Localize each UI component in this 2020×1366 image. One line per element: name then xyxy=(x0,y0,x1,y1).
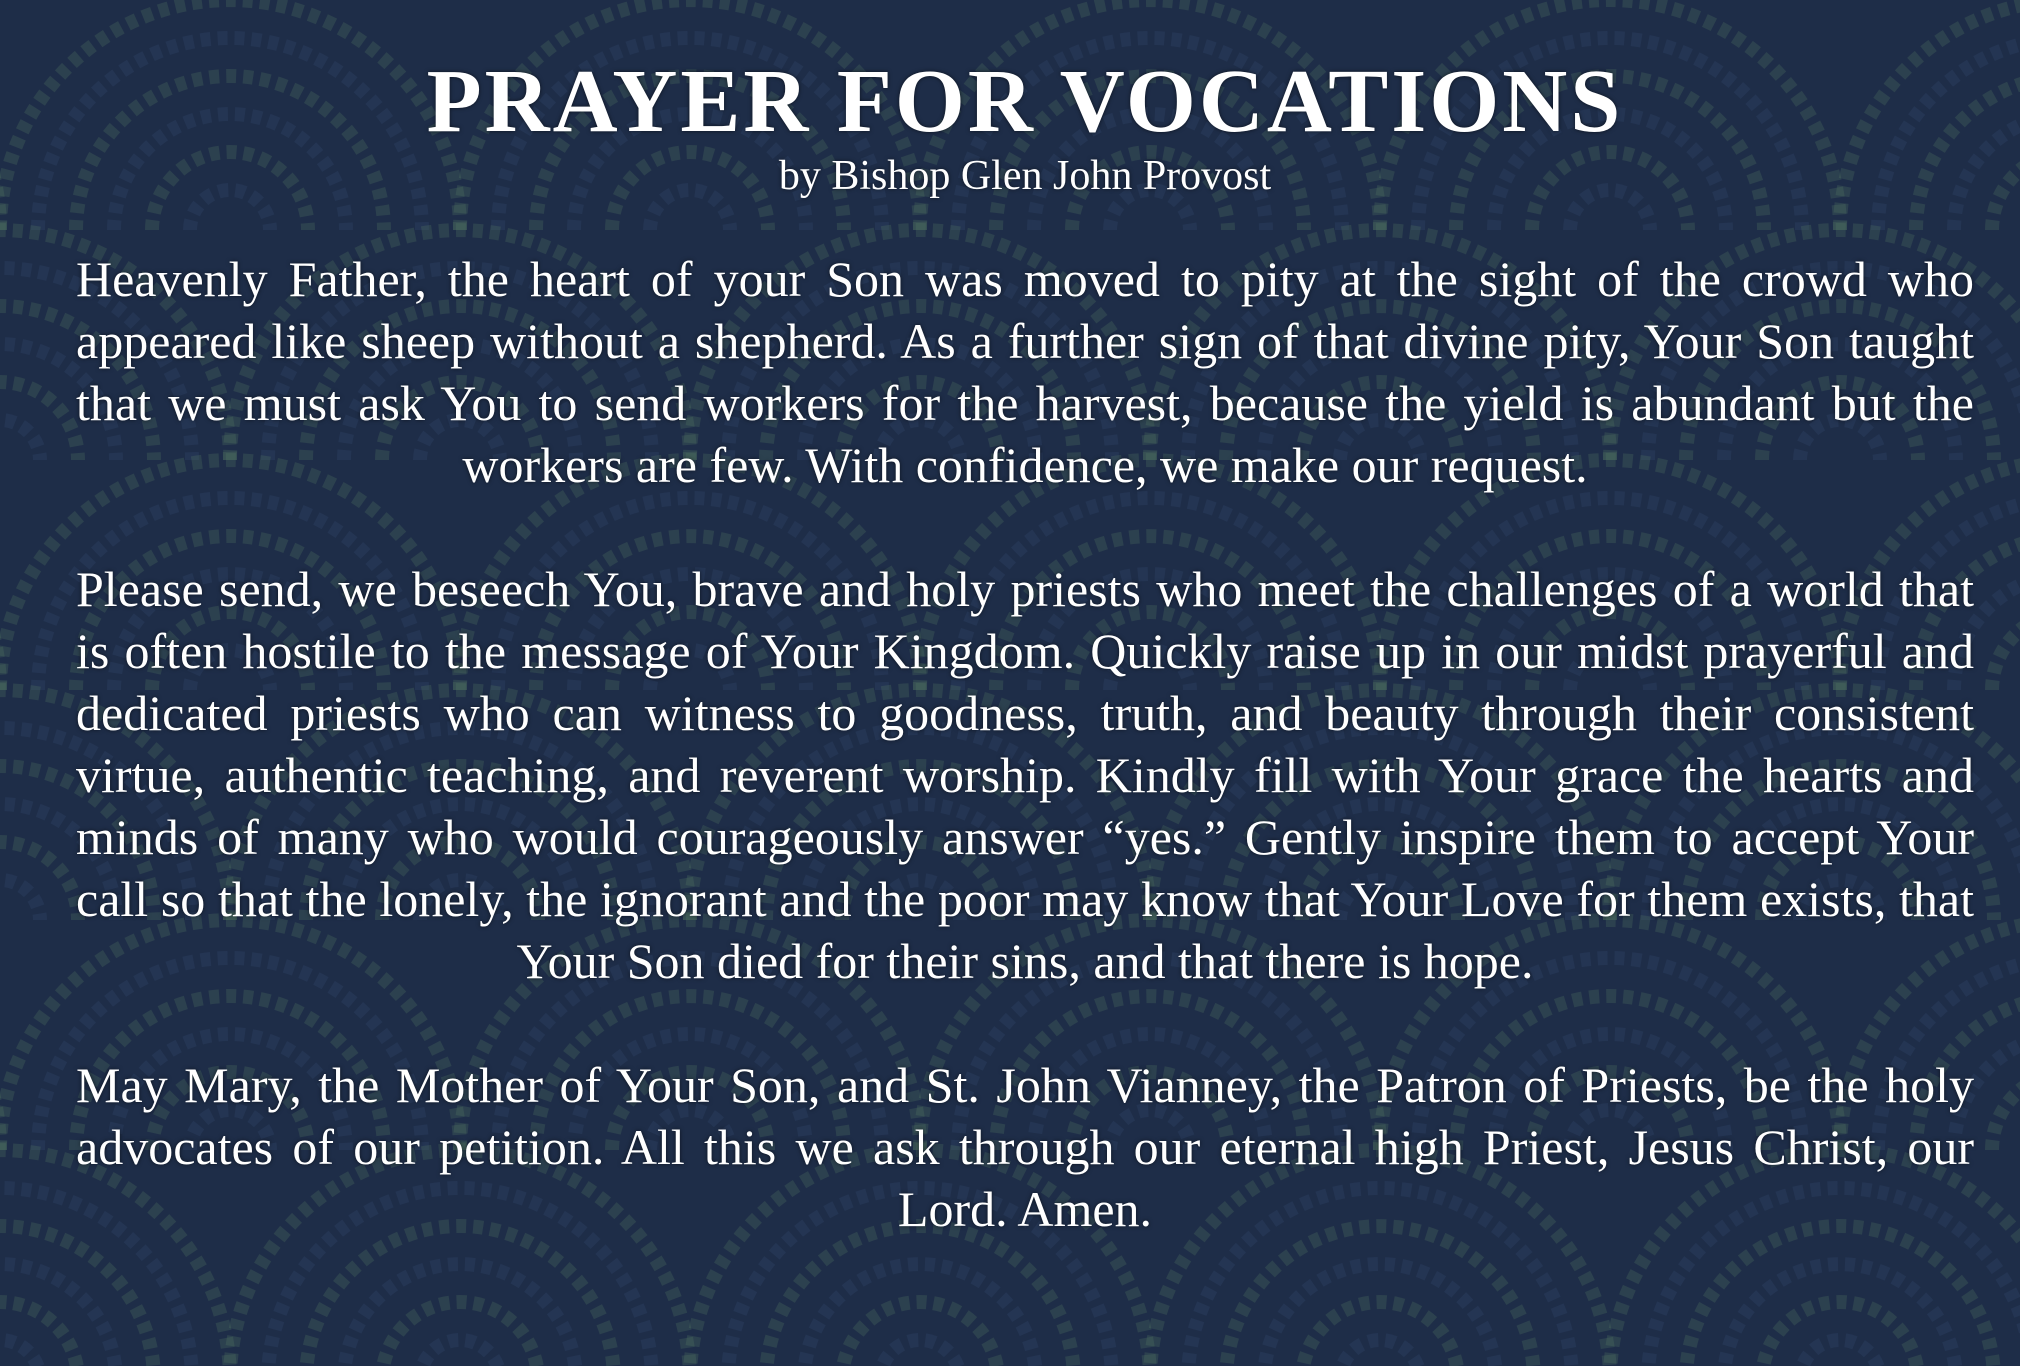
author-byline: by Bishop Glen John Provost xyxy=(778,153,1272,199)
prayer-title: PRAYER FOR VOCATIONS xyxy=(426,52,1624,151)
prayer-paragraph-3: May Mary, the Mother of Your Son, and St. John Vianney, the Patron of Priests, be the holy advocates of our petition. All this we ask through our eternal high Priest, Jesus Christ, our Lord. Amen. xyxy=(76,1057,1974,1237)
prayer-card xyxy=(76,52,1974,1240)
prayer-paragraph-1: Heavenly Father, the heart of your Son was moved to pity at the sight of the crowd who appeared like sheep without a shepherd. As a further sign of that divine pity, Your Son taught that we must ask You to send workers for the harvest, because the yield is abundant but the workers are few. With confidence, we make our request. xyxy=(76,251,1974,493)
prayer-paragraph-2: Please send, we beseech You, brave and holy priests who meet the challenges of a world that is often hostile to the message of Your Kingdom. Quickly raise up in our midst prayerful and dedicated priests who can witness to goodness, truth, and beauty through their consistent virtue, authentic teaching, and reverent worship. Kindly fill with Your grace the hearts and minds of many who would courageously answer “yes.” Gently inspire them to accept Your call so that the lonely, the ignorant and the poor may know that Your Love for them exists, that Your Son died for their sins, and that there is hope. xyxy=(76,561,1974,989)
